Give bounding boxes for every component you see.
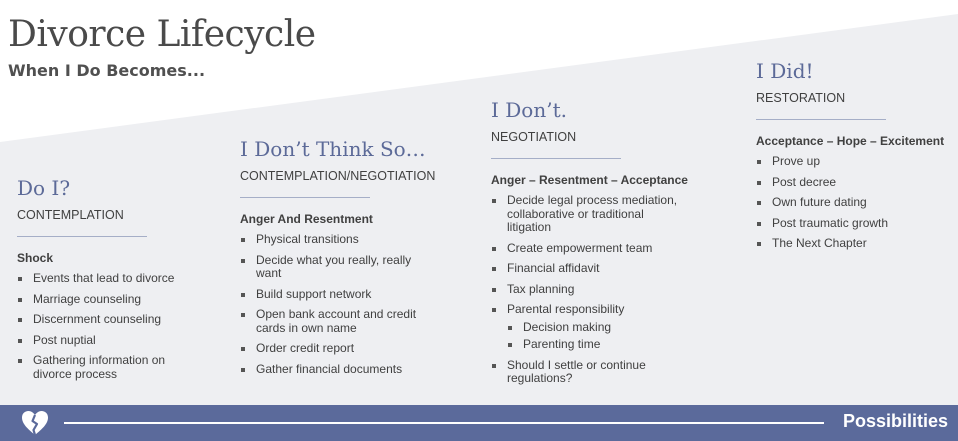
stage-emotions: Acceptance – Hope – Excitement	[756, 134, 945, 148]
stage-heading: Do I?	[17, 176, 71, 200]
stage-i-did	[756, 59, 951, 251]
list-item: Financial affidavit	[491, 262, 701, 276]
list-item: Tax planning	[491, 283, 701, 297]
list-item: Physical transitions	[240, 233, 440, 247]
stage-divider	[491, 158, 621, 159]
list-item: Prove up	[756, 155, 951, 169]
stage-phase: RESTORATION	[756, 91, 846, 105]
page-title: Divorce Lifecycle	[8, 14, 316, 55]
stage-list	[756, 155, 951, 251]
list-item: Order credit report	[240, 342, 440, 356]
stage-divider	[240, 197, 370, 198]
list-item: The Next Chapter	[756, 237, 951, 251]
footer-label: Possibilities	[842, 411, 948, 431]
list-item: Gathering information on divorce process	[17, 354, 183, 381]
list-item: Marriage counseling	[17, 293, 217, 307]
stage-emotions: Anger And Resentment	[240, 212, 373, 226]
list-item: Own future dating	[756, 196, 951, 210]
list-item: Build support network	[240, 288, 440, 302]
stage-phase: CONTEMPLATION/NEGOTIATION	[240, 169, 436, 183]
stage-do-i	[17, 176, 217, 381]
stage-list	[240, 233, 440, 376]
list-item: Post decree	[756, 176, 951, 190]
list-item: Open bank account and credit cards in own name	[240, 308, 436, 335]
list-item: Post traumatic growth	[756, 217, 951, 231]
broken-heart-icon	[20, 408, 50, 438]
list-item: Should I settle or continue regulations?	[491, 359, 667, 386]
stage-i-dont-think-so	[240, 137, 440, 376]
list-item: Discernment counseling	[17, 313, 217, 327]
stage-divider	[756, 119, 886, 120]
list-item: Post nuptial	[17, 334, 217, 348]
list-item: Gather financial documents	[240, 363, 440, 377]
stage-heading: I Don’t.	[491, 98, 567, 122]
stage-list	[491, 194, 701, 386]
stage-phase: CONTEMPLATION	[17, 208, 124, 222]
list-item: Parental responsibility	[491, 303, 701, 317]
stage-phase: NEGOTIATION	[491, 130, 577, 144]
footer-bar	[0, 405, 958, 441]
list-item: Decide legal process mediation, collaborative or traditional litigation	[491, 194, 687, 235]
stage-heading: I Don’t Think So…	[240, 137, 426, 161]
stage-divider	[17, 236, 147, 237]
stage-emotions: Shock	[17, 251, 54, 265]
stage-heading: I Did!	[756, 59, 814, 83]
page-subtitle: When I Do Becomes...	[8, 61, 206, 80]
list-item: Events that lead to divorce	[17, 272, 217, 286]
stage-i-dont	[491, 98, 701, 386]
list-item: Decide what you really, really want	[240, 254, 426, 281]
list-subitem: Parenting time	[491, 338, 701, 352]
list-item: Create empowerment team	[491, 242, 701, 256]
stage-list	[17, 272, 217, 381]
list-subitem: Decision making	[491, 321, 701, 335]
timeline-line	[64, 422, 824, 424]
stage-emotions: Anger – Resentment – Acceptance	[491, 173, 688, 187]
